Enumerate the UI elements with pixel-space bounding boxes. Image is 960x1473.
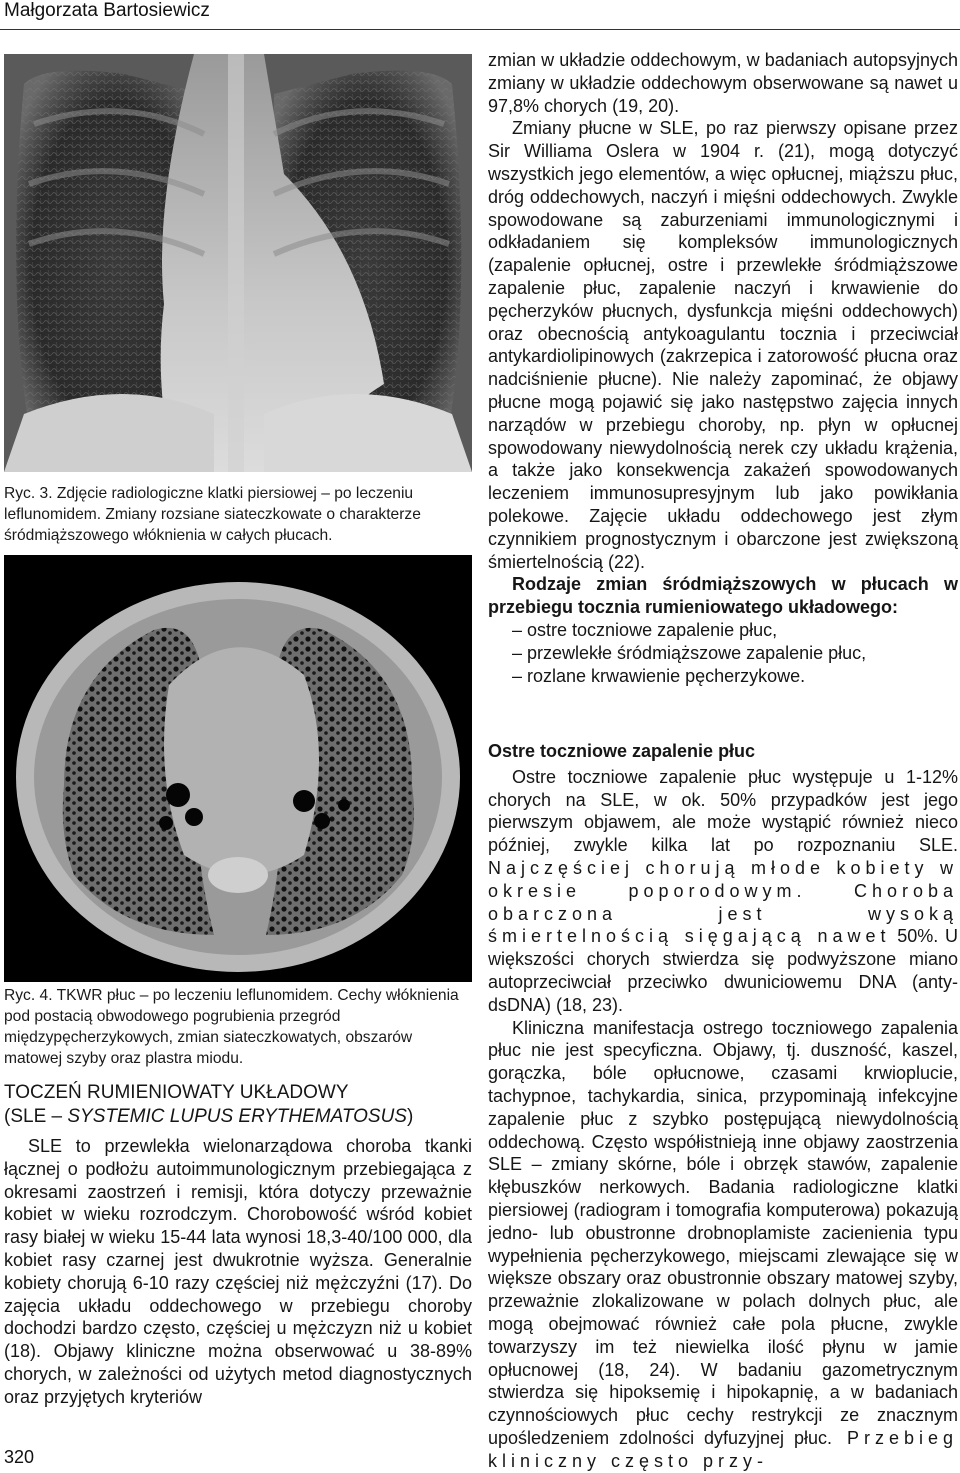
interstitial-types-list [488, 619, 958, 687]
sle-intro-paragraph: SLE to przewlekła wielonarządowa choroba tkanki łącznej o podłożu autoimmunologicznym przebiegająca z okresami zaostrzeń i remisji, która dotyczy przeważnie kobiet w wieku rozrodczym. Chorobowość wśród kobiet rasy białej w wieku 15-44 lata wynosi 18,3-40/100 000, dla kobiet rasy czarnej jest dwukrotnie wyższa. Generalnie kobiety chorują 6-10 razy częściej niż mężczyźni (17). Do zajęcia układu oddechowego w przebiegu choroby dochodzi bardzo często, częściej u mężczyzn niż u kobiet (18). Objawy kliniczne można obserwować u 38-89% chorych, w zależności od użytych metod diagnostycznych oraz przyjętych kryteriów [4, 1136, 472, 1407]
paragraph-text: Kliniczna manifestacja ostrego toczniowego zapalenia płuc nie jest specyficzna. Objawy, tj. duszność, kaszel, gorączka, bóle opłucnowe, czasami krwioplucie, tachypnoe, tachykardia, sinica, przypominają infekcyjne zapalenie płuc z szybko postępującą niewydolnością oddechową. Często współistnieją inne objawy zaostrzenia SLE – zmiany skórne, bóle i obrzęk stawów, zapalenie kłębuszków nerkowych. Badania radiologiczne klatki piersiowej (radiogram i tomografia komputerowa) pokazują jedno- lub obustronne drobnoplamiste zacienienia typu wypełnienia pęcherzykowego, miejscami zlewające się w większe obszary oraz obustronnie obszary matowej szyby, przeważnie zlokalizowane w polach dolnych płuc, ale mogą obejmować również całe pola płucne, zwykle towarzyszy im też niewielka ilość płynu w jamie opłucnowej (18, 24). W badaniu gazometrycznym stwierdza się hipoksemię i hipokapnię, a w badaniach czynnościowych płuc cechy restrykcji ze znacznym upośledzeniem zdolności dyfuzyjnej płuc. [488, 1017, 958, 1448]
section-title-main: TOCZEŃ RUMIENIOWATY UKŁADOWY [4, 1082, 349, 1103]
spaced-emphasis-text: Najczęściej chorują młode kobiety w okresie poporodowym. Choroba obarczona jest wysoką śmiertelnością sięgającą nawet [488, 857, 958, 947]
right-column-bottom [488, 740, 958, 1473]
section-title-close: ) [406, 1106, 414, 1127]
list-item: – rozlane krwawienie pęcherzykowe. [512, 665, 958, 688]
running-header-author: Małgorzata Bartosiewicz [4, 0, 210, 21]
header-rule [0, 29, 960, 30]
section-title-sle [4, 1081, 472, 1129]
figure-3-caption: Ryc. 3. Zdjęcie radiologiczne klatki piersiowej – po leczeniu leflunomidem. Zmiany rozsiane siateczkowate o charakterze śródmiąższowego włóknienia w całych płucach. [4, 485, 421, 544]
figure-4-caption: Ryc. 4. TKWR płuc – po leczeniu leflunomidem. Cechy włóknienia pod postacią obwodowego pogrubienia przegród międzypęcherzykowych, zmian siateczkowatych, obszarów matowej szyby oraz plastra miodu. [4, 987, 459, 1067]
spaced-emphasis-text: Przebieg kliniczny często przy- [488, 1427, 958, 1471]
interstitial-types-heading: Rodzaje zmian śródmiąższowych w płucach w przebiegu tocznia rumieniowatego układowego: [488, 574, 958, 618]
paragraph-text: Ostre toczniowe zapalenie płuc występuje u 1-12% chorych na SLE, w ok. 50% przypadków jest jego pierwszym objawem, ale może wystąpić również nieco później, zwykle kilka lat po rozpoznaniu SLE. [488, 766, 958, 856]
autopsy-paragraph: zmian w układzie oddechowym, w badaniach autopsyjnych zmiany w układzie oddechowym obserwowane są nawet u 97,8% chorych (19, 20). [488, 50, 958, 116]
hrct-scan-image [4, 555, 472, 982]
list-item: – ostre toczniowe zapalenie płuc, [512, 619, 958, 642]
right-column-top [488, 49, 958, 687]
lung-changes-paragraph: Zmiany płucne w SLE, po raz pierwszy opisane przez Sir Williama Oslera w 1904 r. (21), mogą dotyczyć wszystkich jego elementów, a więc opłucnej, miąższu płuc, dróg oddechowych, naczyń i mięśni oddechowych. Zwykle spowodowane są zaburzeniami immunologicznymi i odkładaniem się kompleksów immunologicznych (zapalenie opłucnej, ostre i przewlekłe śródmiąższowe zapalenie płuc, zapalenie naczyń i krwawienie do pęcherzyków płucnych, dysfunkcja mięśni oddechowych) oraz obecnością antykoagulantu tocznia i przeciwciał antykardiolipinowych (zakrzepica i zatorowość płucna oraz nadciśnienie płucne). Nie należy zapominać, że objawy płucne mogą pojawić się jako następstwo zajęcia innych narządów w przebiegu choroby, np. płyn w opłucnej spowodowany niewydolnością nerek czy układu krążenia, a także jako konsekwencja zakażeń spowodowanych leczeniem immunosupresyjnym lub jako powikłania polekowe. Zajęcie układu oddechowego jest złym czynnikiem prognostycznym i obarczone jest zwiększoną śmiertelnością (22). [488, 118, 958, 572]
page-number: 320 [4, 1447, 35, 1467]
subsection-heading: Ostre toczniowe zapalenie płuc [488, 741, 756, 761]
left-column-body [4, 1135, 472, 1409]
chest-xray-image [4, 54, 472, 472]
clinical-manifestation-paragraph [488, 1017, 958, 1473]
acute-lupus-pneumonitis-paragraph [488, 766, 958, 1017]
section-title-open: (SLE – [4, 1106, 68, 1127]
paragraph-text: 50%. U większości chorych stwierdza się podwyższone miano autoprzeciwciał przeciwko dwuniciowemu DNA (anty-dsDNA) (18, 23). [488, 926, 958, 1015]
section-title-italic: SYSTEMIC LUPUS ERYTHEMATOSUS [67, 1106, 407, 1127]
list-item: – przewlekłe śródmiąższowe zapalenie płuc, [512, 642, 958, 665]
